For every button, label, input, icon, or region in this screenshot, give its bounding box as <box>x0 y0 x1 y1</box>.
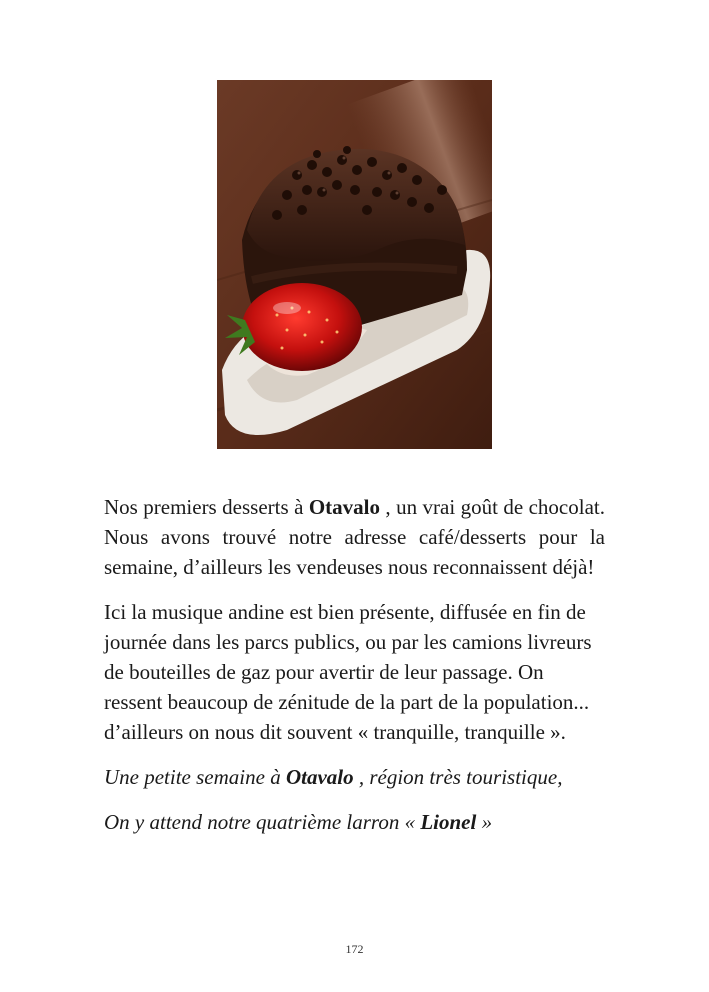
person-name: Lionel <box>420 810 477 834</box>
paragraph-week: Une petite semaine à Otavalo , région très touristique, <box>104 765 563 789</box>
place-name: Otavalo <box>285 765 354 789</box>
paragraph-lionel: On y attend notre quatrième larron « Lionel » <box>104 810 493 834</box>
paragraph-desserts: Nos premiers desserts à Otavalo , un vrai goût de chocolat. Nous avons trouvé notre adresse café/desserts pour la semaine, d’ailleurs les vendeuses nous reconnaissent déjà! <box>104 495 605 579</box>
cake-photo <box>217 80 492 449</box>
place-name: Otavalo <box>308 495 380 519</box>
cake-illustration <box>217 80 492 449</box>
paragraph-music: Ici la musique andine est bien présente, diffusée en fin de journée dans les parcs publics, ou par les camions livreurs de bouteilles de gaz pour avertir de leur passage. On ressent beaucoup de zénitude de la part de la population... d’ailleurs on nous dit souvent « tranquille, tranquille ». <box>104 600 592 744</box>
page-number: 172 <box>345 942 364 956</box>
body-text <box>104 492 605 852</box>
